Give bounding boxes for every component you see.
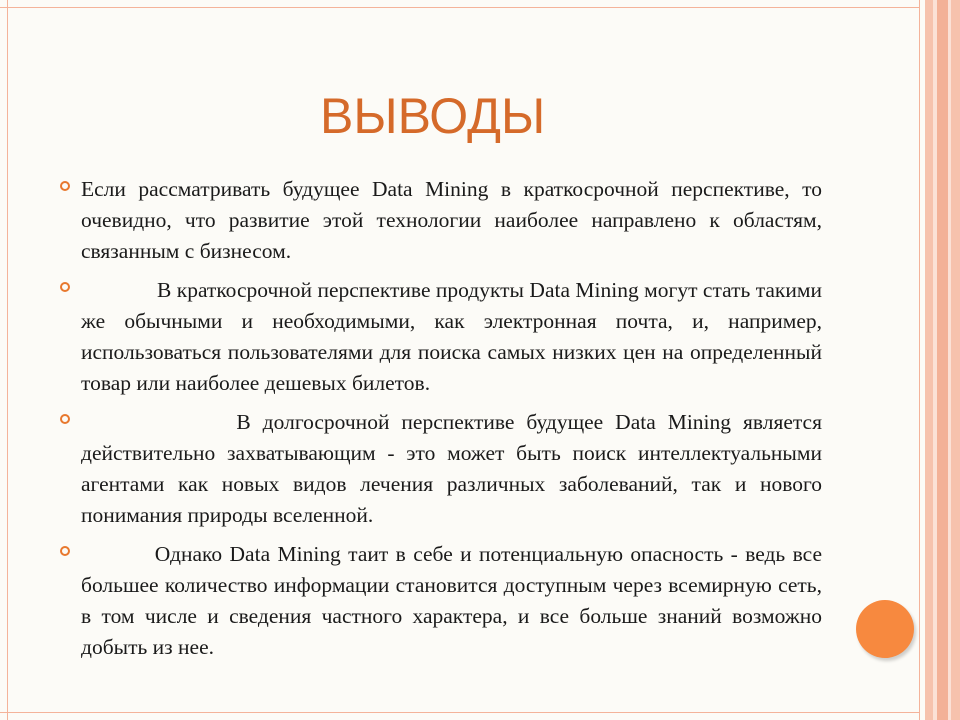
frame-line-bottom: [0, 712, 920, 713]
bullet-item: [60, 275, 822, 399]
bullet-item: [60, 539, 822, 663]
bullet-text: Однако Data Mining таит в себе и потенциальную опасность - ведь все большее количество информации становится доступным через всемирную сеть, в том числе и сведения частного характера, и все больше знаний возможно добыть из нее.: [81, 542, 822, 659]
stripe-5: [951, 0, 960, 720]
stripe-3: [937, 0, 948, 720]
bullet-circle-icon: [60, 282, 70, 292]
frame-line-left: [7, 0, 8, 720]
bullet-item: [60, 407, 822, 531]
bullet-circle-icon: [60, 181, 70, 191]
bullet-text: В краткосрочной перспективе продукты Data Mining могут стать такими же обычными и необходимыми, как электронная почта, и, например, использоваться пользователями для поиска самых низких цен на определенный товар или наиболее дешевых билетов.: [81, 278, 822, 395]
frame-line-top: [0, 7, 920, 8]
bullet-text: В долгосрочной перспективе будущее Data Mining является действительно захватывающим - это может быть поиск интеллектуальными агентами как новых видов лечения различных заболеваний, так и нового понимания природы вселенной.: [81, 410, 822, 527]
stripe-1: [925, 0, 933, 720]
bullet-item: [60, 174, 822, 267]
bullet-circle-icon: [60, 414, 70, 424]
decorative-circle: [856, 600, 914, 658]
bullet-circle-icon: [60, 546, 70, 556]
bullet-list: [60, 174, 822, 671]
bullet-text: Если рассматривать будущее Data Mining в краткосрочной перспективе, то очевидно, что развитие этой технологии наиболее направлено к областям, связанным с бизнесом.: [81, 177, 822, 263]
slide-title: ВЫВОДЫ: [320, 88, 546, 144]
frame-line-right: [919, 0, 920, 720]
